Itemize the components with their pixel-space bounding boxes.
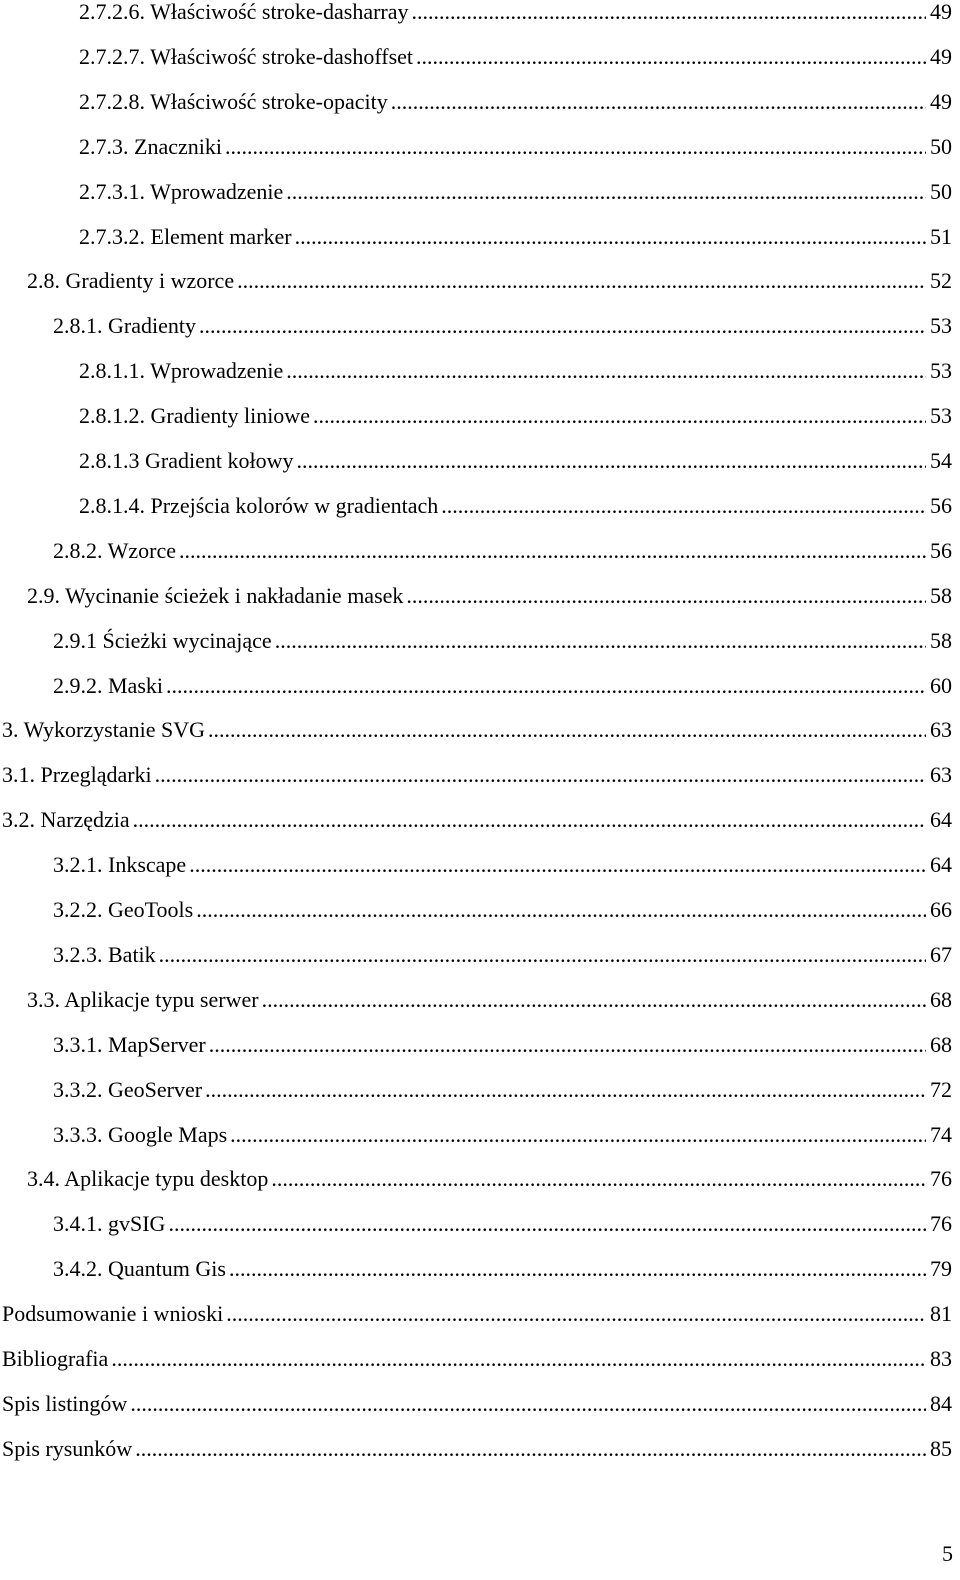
toc-entry-label: 3.4.1. gvSIG xyxy=(53,1211,166,1237)
dot-leader xyxy=(189,847,926,883)
dot-leader xyxy=(286,353,926,389)
toc-entry[interactable] xyxy=(0,802,952,838)
toc-entry-label: 2.8.1.3 Gradient kołowy xyxy=(79,448,294,473)
toc-entry-page: 85 xyxy=(930,1435,952,1461)
dot-leader xyxy=(168,1206,926,1242)
dot-leader xyxy=(286,174,926,210)
dot-leader xyxy=(406,578,926,614)
toc-entry-page: 63 xyxy=(930,717,952,743)
toc-entry-label: 2.8. Gradienty i wzorce xyxy=(27,268,235,294)
toc-entry-label: 3.2.2. GeoTools xyxy=(53,897,194,922)
toc-entry-page: 52 xyxy=(930,268,952,294)
toc-entry-label: 2.8.1.1. Wprowadzenie xyxy=(79,358,284,384)
dot-leader xyxy=(230,1117,926,1153)
toc-entry-label: Podsumowanie i wnioski xyxy=(2,1301,224,1327)
toc-entry[interactable] xyxy=(0,129,952,165)
toc-entry[interactable] xyxy=(0,533,952,569)
dot-leader xyxy=(275,623,926,659)
dot-leader xyxy=(416,39,926,75)
dot-leader xyxy=(111,1341,926,1377)
toc-entry[interactable] xyxy=(0,1117,952,1153)
toc-entry-page: 63 xyxy=(930,762,952,788)
toc-entry-page: 76 xyxy=(930,1166,952,1192)
toc-entry[interactable] xyxy=(0,443,952,479)
toc-entry-label: 3.2.1. Inkscape xyxy=(53,852,187,878)
page-number: 5 xyxy=(942,1541,953,1566)
toc-entry-page: 53 xyxy=(930,313,952,339)
toc-entry[interactable] xyxy=(0,1027,952,1063)
toc-entry-page: 58 xyxy=(930,627,952,653)
toc-entry[interactable] xyxy=(0,847,952,883)
toc-entry[interactable] xyxy=(0,623,952,659)
toc-entry-page: 53 xyxy=(930,403,952,429)
toc-entry-page: 76 xyxy=(930,1211,952,1237)
dot-leader xyxy=(412,0,927,30)
toc-entry-page: 68 xyxy=(930,1031,952,1057)
dot-leader xyxy=(226,1296,926,1332)
toc-entry-page: 81 xyxy=(930,1301,952,1327)
toc-entry[interactable] xyxy=(0,488,952,524)
toc-entry-label: 3.2. Narzędzia xyxy=(2,807,130,833)
toc-entry-label: 2.8.1.2. Gradienty liniowe xyxy=(79,403,310,429)
toc-entry-page: 83 xyxy=(930,1346,952,1371)
toc-entry-page: 54 xyxy=(930,448,952,473)
toc-entry-label: 2.7.2.6. Właściwość stroke-dasharray xyxy=(79,0,409,24)
dot-leader xyxy=(313,398,926,434)
dot-leader xyxy=(155,757,926,793)
toc-entry-page: 68 xyxy=(930,986,952,1012)
dot-leader xyxy=(208,712,926,748)
toc-entry-label: 2.7.3.1. Wprowadzenie xyxy=(79,178,284,204)
toc-entry[interactable] xyxy=(0,353,952,389)
dot-leader xyxy=(262,982,926,1018)
dot-leader xyxy=(295,219,926,255)
toc-entry-label: 2.7.3. Znaczniki xyxy=(79,133,222,159)
toc-entry[interactable] xyxy=(0,174,952,210)
dot-leader xyxy=(199,308,926,344)
toc-entry[interactable] xyxy=(0,39,952,75)
toc-entry[interactable] xyxy=(0,1386,952,1422)
toc-entry[interactable] xyxy=(0,892,952,928)
toc-entry-page: 49 xyxy=(930,0,952,24)
toc-entry-label: 2.9. Wycinanie ścieżek i nakładanie masek xyxy=(27,582,404,608)
toc-entry[interactable] xyxy=(0,937,952,973)
toc-entry-label: 3.2.3. Batik xyxy=(53,941,156,967)
toc-entry-page: 49 xyxy=(930,43,952,69)
toc-entry-label: 2.7.2.7. Właściwość stroke-dashoffset xyxy=(79,43,414,69)
toc-entry-label: 2.8.1.4. Przejścia kolorów w gradientach xyxy=(79,492,439,518)
toc-entry-label: 3.3.1. MapServer xyxy=(53,1031,206,1057)
toc-entry-page: 49 xyxy=(930,88,952,114)
dot-leader xyxy=(196,892,926,928)
dot-leader xyxy=(209,1027,926,1063)
toc-entry[interactable] xyxy=(0,1296,952,1332)
toc-entry[interactable] xyxy=(0,219,952,255)
toc-entry-page: 53 xyxy=(930,358,952,384)
toc-entry[interactable] xyxy=(0,1431,952,1467)
toc-entry[interactable] xyxy=(0,1072,952,1108)
toc-entry-label: 3.3.2. GeoServer xyxy=(53,1076,203,1102)
toc-entry[interactable] xyxy=(0,668,952,704)
toc-entry[interactable] xyxy=(0,308,952,344)
toc-entry-page: 60 xyxy=(930,672,952,698)
toc-entry-label: 3.3.3. Google Maps xyxy=(53,1121,228,1147)
toc-entry-label: 2.8.2. Wzorce xyxy=(53,537,176,563)
toc-entry-label: 3.4.2. Quantum Gis xyxy=(53,1256,226,1282)
toc-entry[interactable] xyxy=(0,84,952,120)
toc-entry-page: 67 xyxy=(930,941,952,967)
toc-entry-label: 2.7.3.2. Element marker xyxy=(79,223,292,249)
toc-entry[interactable] xyxy=(0,1206,952,1242)
toc-entry-page: 56 xyxy=(930,492,952,518)
toc-entry-page: 58 xyxy=(930,582,952,608)
dot-leader xyxy=(205,1072,926,1108)
toc-entry-label: 2.7.2.8. Właściwość stroke-opacity xyxy=(79,88,388,114)
toc-entry[interactable] xyxy=(0,1341,952,1377)
dot-leader xyxy=(159,937,926,973)
toc-entry[interactable] xyxy=(0,398,952,434)
toc-entry[interactable] xyxy=(0,1251,952,1287)
toc-entry[interactable] xyxy=(0,1161,952,1197)
toc-entry-label: 3.1. Przeglądarki xyxy=(2,762,152,788)
toc-entry-label: Spis rysunków xyxy=(2,1435,133,1461)
toc-entry[interactable] xyxy=(0,712,952,748)
dot-leader xyxy=(237,263,926,299)
toc-entry-page: 50 xyxy=(930,178,952,204)
toc-entry-page: 84 xyxy=(930,1390,952,1416)
dot-leader xyxy=(296,443,926,479)
dot-leader xyxy=(391,84,926,120)
toc-entry-label: Bibliografia xyxy=(2,1346,109,1371)
toc-entry-label: 3.4. Aplikacje typu desktop xyxy=(27,1166,269,1192)
toc-entry-label: Spis listingów xyxy=(2,1390,128,1416)
toc-entry-label: 3. Wykorzystanie SVG xyxy=(2,717,205,743)
toc-entry[interactable] xyxy=(0,982,952,1018)
toc-entry-page: 79 xyxy=(930,1256,952,1282)
toc-entry-page: 64 xyxy=(930,807,952,833)
dot-leader xyxy=(225,129,926,165)
dot-leader xyxy=(179,533,926,569)
toc-entry-label: 2.9.2. Maski xyxy=(53,672,163,698)
toc-entry-page: 74 xyxy=(930,1121,952,1147)
toc-entry[interactable] xyxy=(0,757,952,793)
toc-entry-page: 56 xyxy=(930,537,952,563)
dot-leader xyxy=(130,1386,926,1422)
dot-leader xyxy=(441,488,926,524)
dot-leader xyxy=(166,668,926,704)
toc-entry[interactable] xyxy=(0,0,952,30)
toc-entry-page: 64 xyxy=(930,852,952,878)
dot-leader xyxy=(229,1251,926,1287)
toc-entry-label: 2.8.1. Gradienty xyxy=(53,313,196,339)
toc-entry-label: 3.3. Aplikacje typu serwer xyxy=(27,986,259,1012)
toc-entry-page: 66 xyxy=(930,897,952,922)
dot-leader xyxy=(133,802,926,838)
toc-entry-page: 50 xyxy=(930,133,952,159)
toc-entry[interactable] xyxy=(0,263,952,299)
toc-entry-page: 51 xyxy=(930,223,952,249)
toc-entry-label: 2.9.1 Ścieżki wycinające xyxy=(53,627,272,653)
dot-leader xyxy=(271,1161,926,1197)
toc-entry-page: 72 xyxy=(930,1076,952,1102)
dot-leader xyxy=(135,1431,926,1467)
toc-entry[interactable] xyxy=(0,578,952,614)
